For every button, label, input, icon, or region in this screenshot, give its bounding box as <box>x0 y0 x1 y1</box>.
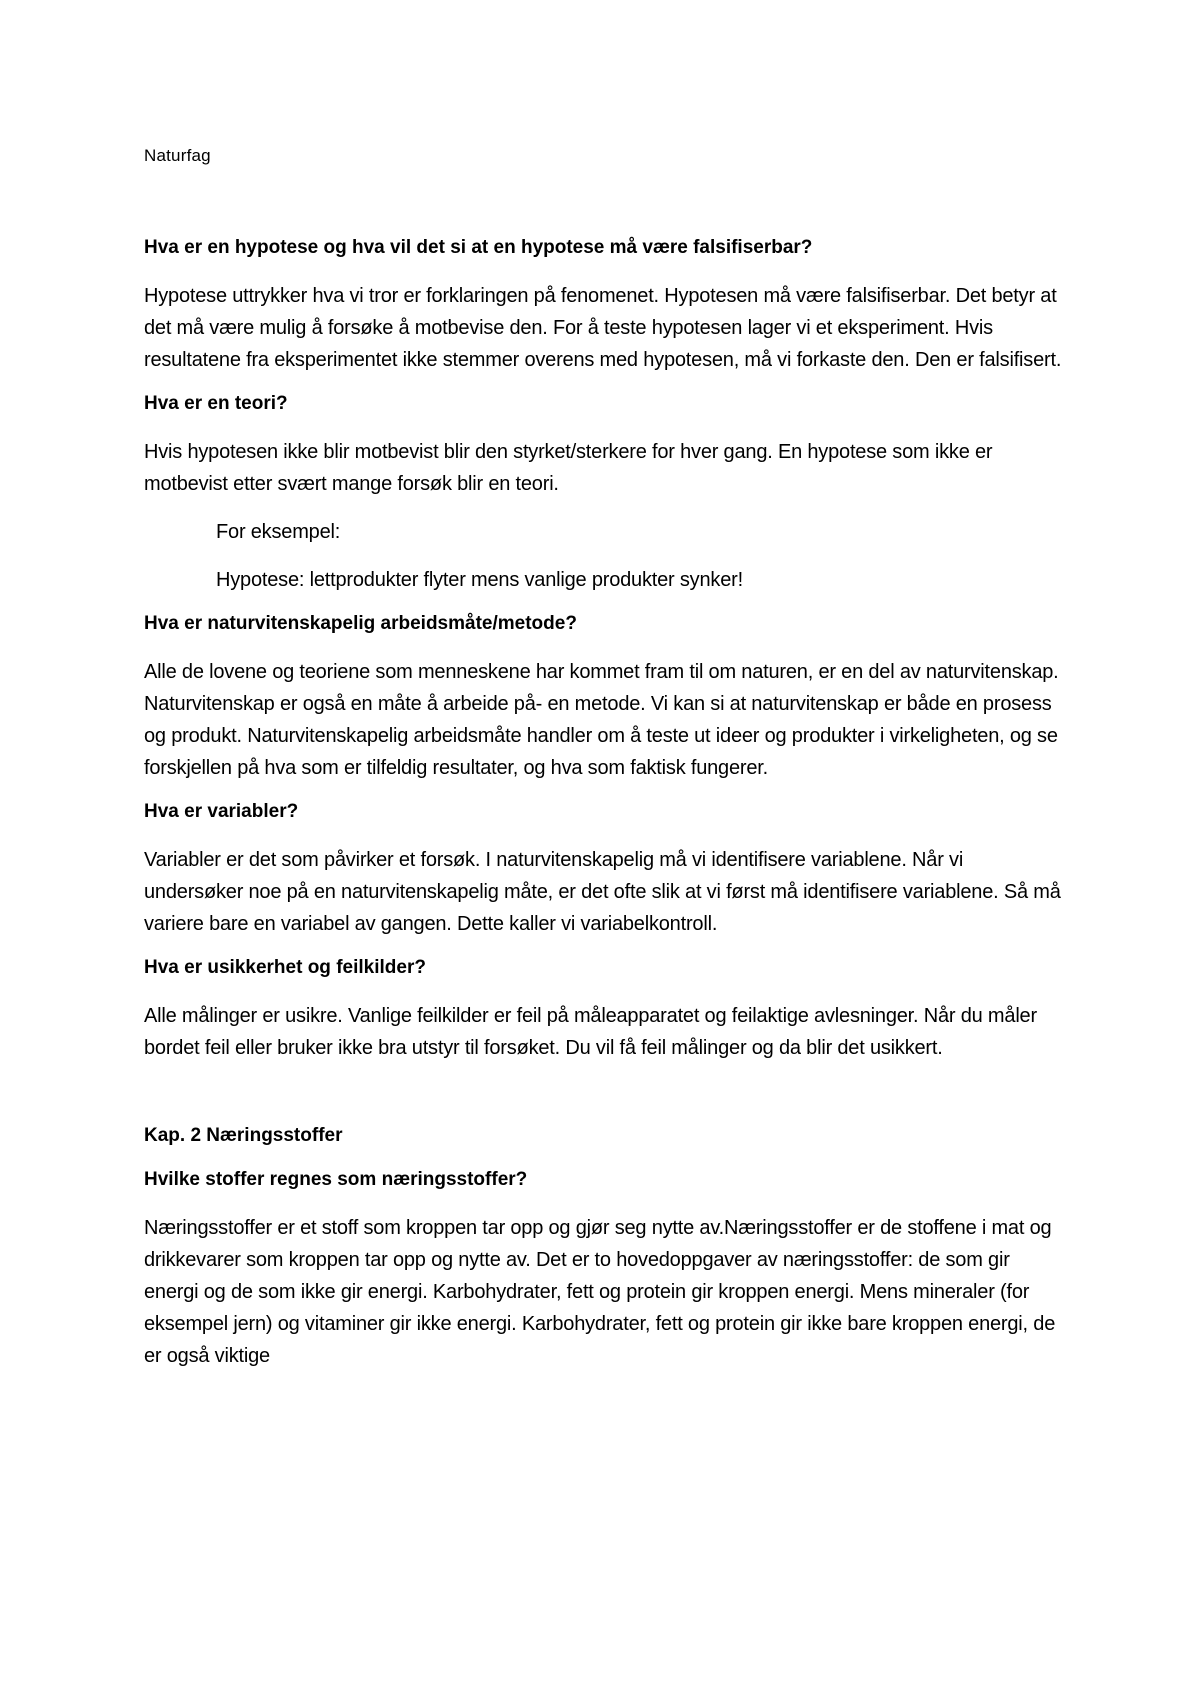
example-text: Hypotese: lettprodukter flyter mens vanlige produkter synker! <box>216 569 743 591</box>
answer-variabler: Variabler er det som påvirker et forsøk. I naturvitenskapelig må vi identifisere variablene. Når vi undersøker noe på en naturvitenskapelig måte, er det ofte slik at vi først må identifisere variablene. Så må variere bare en variabel av gangen. Dette kaller vi variabelkontroll. <box>144 849 1061 935</box>
section-gap <box>144 1080 1064 1124</box>
answer-hypotese: Hypotese uttrykker hva vi tror er forklaringen på fenomenet. Hypotesen må være falsifiserbar. Det betyr at det må være mulig å forsøke å motbevise den. For å teste hypotesen lager vi et eksperiment. Hvis resultatene fra eksperimentet ikke stemmer overens med hypotesen, må vi forkaste den. Den er falsifisert. <box>144 285 1062 371</box>
document-content <box>144 236 1064 1388</box>
answer-teori: Hvis hypotesen ikke blir motbevist blir den styrket/sterkere for hver gang. En hypotese som ikke er motbevist etter svært mange forsøk blir en teori. <box>144 441 993 495</box>
chapter-heading: Kap. 2 Næringsstoffer <box>144 1125 343 1146</box>
question-heading-hypotese: Hva er en hypotese og hva vil det si at en hypotese må være falsifiserbar? <box>144 237 813 258</box>
question-heading-usikkerhet: Hva er usikkerhet og feilkilder? <box>144 957 426 978</box>
answer-usikkerhet: Alle målinger er usikre. Vanlige feilkilder er feil på måleapparatet og feilaktige avlesninger. Når du måler bordet feil eller bruker ikke bra utstyr til forsøket. Du vil få feil målinger og da blir det usikkert. <box>144 1005 1037 1059</box>
example-label: For eksempel: <box>216 521 341 543</box>
question-heading-teori: Hva er en teori? <box>144 393 288 414</box>
answer-metode: Alle de lovene og teoriene som menneskene har kommet fram til om naturen, er en del av naturvitenskap. Naturvitenskap er også en måte å arbeide på- en metode. Vi kan si at naturvitenskap er både en prosess og produkt. Naturvitenskapelig arbeidsmåte handler om å teste ut ideer og produkter i virkeligheten, og se forskjellen på hva som er tilfeldig resultater, og hva som faktisk fungerer. <box>144 661 1059 779</box>
answer-naeringsstoffer: Næringsstoffer er et stoff som kroppen tar opp og gjør seg nytte av.Næringsstoffer er de stoffene i mat og drikkevarer som kroppen tar opp og nytte av. Det er to hovedoppgaver av næringsstoffer: de som gir energi og de som ikke gir energi. Karbohydrater, fett og protein gir kroppen energi. Mens mineraler (for eksempel jern) og vitaminer gir ikke energi. Karbohydrater, fett og protein gir ikke bare kroppen energi, de er også viktige <box>144 1217 1056 1367</box>
question-heading-variabler: Hva er variabler? <box>144 801 299 822</box>
question-heading-naeringsstoffer: Hvilke stoffer regnes som næringsstoffer? <box>144 1169 528 1190</box>
question-heading-metode: Hva er naturvitenskapelig arbeidsmåte/metode? <box>144 613 577 634</box>
document-header: Naturfag <box>144 146 211 165</box>
